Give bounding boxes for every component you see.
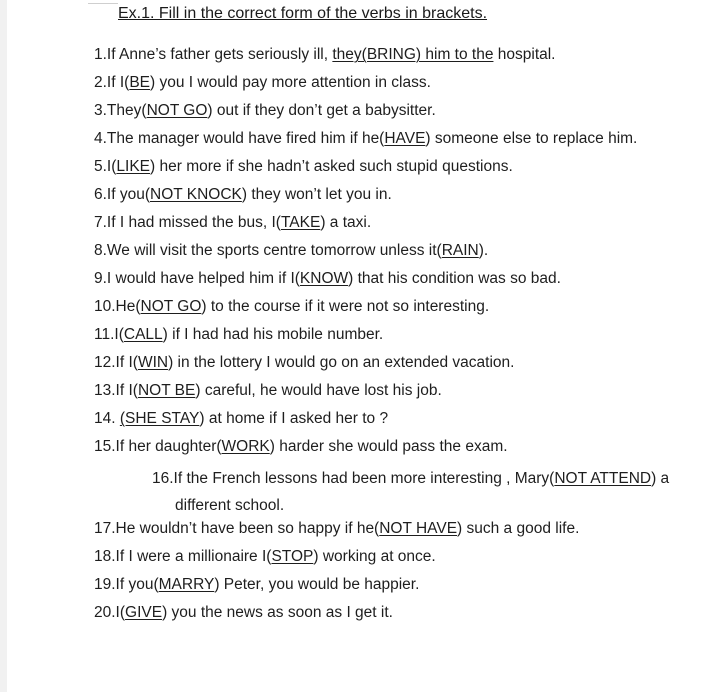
sentence-text: 15.If her daughter( <box>94 438 222 455</box>
verb-blank: WIN <box>137 354 169 371</box>
exercise-item <box>94 353 514 373</box>
sentence-text: ) you I would pay more attention in class. <box>150 74 431 91</box>
sentence-text: ) careful, he would have lost his job. <box>195 382 442 399</box>
verb-blank: NOT HAVE <box>379 520 458 537</box>
verb-blank: HAVE <box>384 130 426 147</box>
verb-blank: GIVE <box>125 604 163 621</box>
exercise-item <box>94 325 383 345</box>
sentence-text: ). <box>478 242 489 259</box>
sentence-text: 8.We will visit the sports centre tomorrow unless it( <box>94 242 442 259</box>
sentence-text: 6.If you( <box>94 186 150 203</box>
sentence-text: 12.If I( <box>94 354 138 371</box>
exercise-item <box>94 73 431 93</box>
verb-blank: NOT GO <box>146 102 208 119</box>
sentence-text: 3.They( <box>94 102 147 119</box>
exercise-item <box>94 213 371 233</box>
sentence-text: ) at home if I asked her to ? <box>199 410 389 427</box>
exercise-item <box>94 297 489 317</box>
exercise-item <box>94 519 579 539</box>
verb-blank: WORK <box>221 438 270 455</box>
verb-blank: (SHE STAY <box>119 410 200 427</box>
exercise-item <box>94 241 488 261</box>
sentence-text: 13.If I( <box>94 382 138 399</box>
exercise-item <box>94 575 419 595</box>
verb-blank: KNOW <box>299 270 349 287</box>
sentence-text: 14. <box>94 410 120 427</box>
sentence-text: 10.He( <box>94 298 141 315</box>
exercise-item <box>94 269 561 289</box>
sentence-continuation: different school. <box>175 497 285 514</box>
exercise-item <box>94 45 556 65</box>
verb-blank: NOT KNOCK <box>150 186 242 203</box>
sentence-text: 2.If I( <box>94 74 130 91</box>
sentence-text: ) to the course if it were not so interesting. <box>201 298 490 315</box>
sentence-text: ) working at once. <box>313 548 436 565</box>
sentence-text: ) harder she would pass the exam. <box>269 438 508 455</box>
verb-blank: they(BRING) him to the <box>332 46 494 63</box>
sentence-text: ) Peter, you would be happier. <box>214 576 420 593</box>
sentence-text: ) they won’t let you in. <box>241 186 392 203</box>
exercise-item <box>94 101 436 121</box>
sentence-text: 20.I( <box>94 604 126 621</box>
sentence-text: ) in the lottery I would go on an extended vacation. <box>168 354 515 371</box>
exercise-item <box>94 157 513 177</box>
exercise-item <box>94 603 393 623</box>
exercise-item <box>94 547 436 567</box>
sentence-text: 7.If I had missed the bus, I( <box>94 214 281 231</box>
verb-blank: STOP <box>271 548 314 565</box>
exercise-item <box>94 409 388 429</box>
exercise-item <box>94 381 442 401</box>
sentence-text: ) such a good life. <box>457 520 580 537</box>
verb-blank: BE <box>129 74 151 91</box>
sentence-text: 4.The manager would have fired him if he( <box>94 130 385 147</box>
sentence-text: 17.He wouldn’t have been so happy if he( <box>94 520 380 537</box>
exercise-heading: Ex.1. Fill in the correct form of the verbs in brackets. <box>118 5 488 22</box>
sentence-text: 16.If the French lessons had been more interesting , Mary( <box>152 470 555 487</box>
exercise-item <box>94 129 637 149</box>
sentence-text: ) someone else to replace him. <box>425 130 638 147</box>
sentence-text: 19.If you( <box>94 576 159 593</box>
sentence-text: ) a taxi. <box>320 214 372 231</box>
verb-blank: MARRY <box>158 576 215 593</box>
verb-blank: NOT BE <box>137 382 196 399</box>
verb-blank: NOT GO <box>140 298 202 315</box>
sentence-text: ) that his condition was so bad. <box>348 270 561 287</box>
verb-blank: LIKE <box>116 158 151 175</box>
exercise-item <box>152 469 669 516</box>
sentence-text: ) a <box>651 470 670 487</box>
sentence-text: ) if I had had his mobile number. <box>162 326 384 343</box>
verb-blank: RAIN <box>441 242 479 259</box>
sentence-text: 11.I( <box>94 326 124 343</box>
sentence-text: 18.If I were a millionaire I( <box>94 548 272 565</box>
verb-blank: TAKE <box>280 214 321 231</box>
exercise-item <box>94 437 508 457</box>
sentence-text: hospital. <box>493 46 556 63</box>
sentence-text: 1.If Anne’s father gets seriously ill, <box>94 46 333 63</box>
verb-blank: CALL <box>123 326 163 343</box>
sentence-text: 9.I would have helped him if I( <box>94 270 300 287</box>
verb-blank: NOT ATTEND <box>554 470 652 487</box>
exercise-item <box>94 185 392 205</box>
sentence-text: ) out if they don’t get a babysitter. <box>207 102 436 119</box>
sentence-text: ) her more if she hadn’t asked such stupid questions. <box>150 158 513 175</box>
sentence-text: ) you the news as soon as I get it. <box>162 604 393 621</box>
sentence-text: 5.I( <box>94 158 117 175</box>
